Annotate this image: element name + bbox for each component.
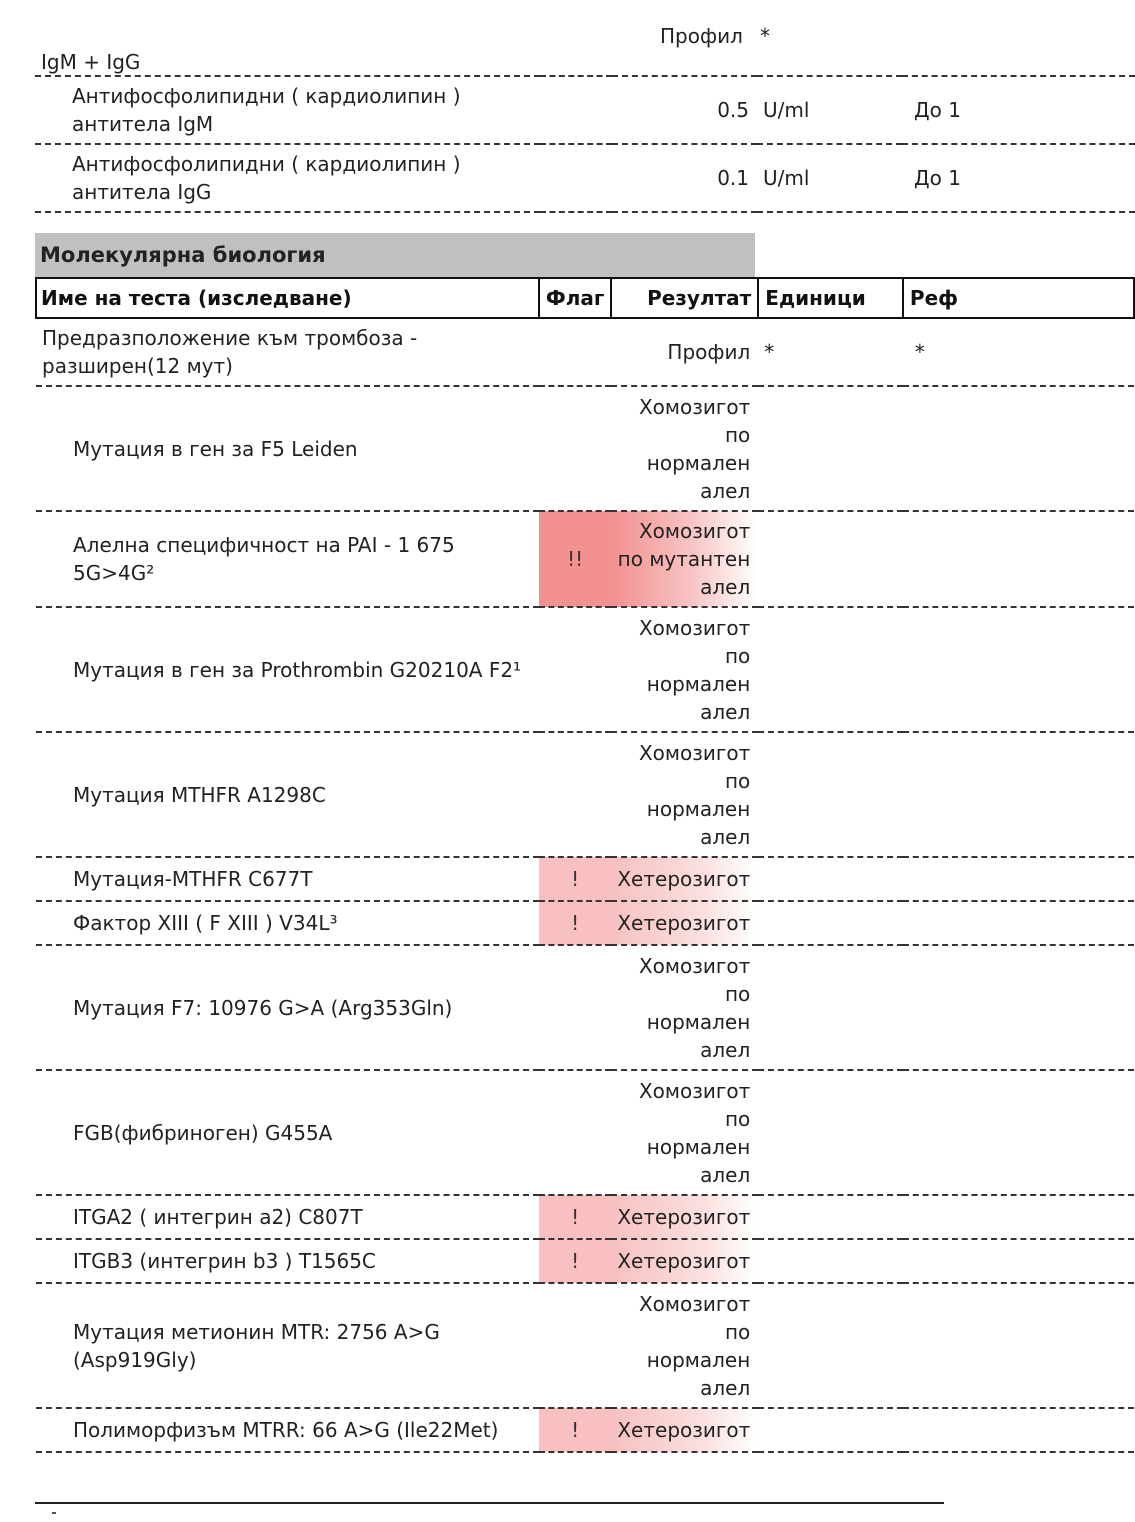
test-name: FGB(фибриноген) G455A [36,1070,539,1195]
first-row-units-cut: * [760,24,770,48]
table-row [36,511,1134,607]
ref-value: * [903,318,1134,386]
units-value: U/ml [757,76,902,144]
test-name: ITGB3 (интегрин b3 ) T1565C [36,1239,539,1283]
first-row-result-cut: Профил [660,24,743,48]
result-value: Хетерозигот [611,857,758,901]
flag-cell: ! [539,1239,611,1283]
flag-cell: ! [539,901,611,945]
test-name: Мутация в ген за F5 Leiden [36,386,539,511]
flag-cell [540,144,612,212]
test-name: Мутация в ген за Prothrombin G20210A F2¹ [36,607,539,732]
footer-mark [52,1512,56,1514]
result-value: Профил [611,318,758,386]
table-row [36,607,1134,732]
profile-row [36,318,1134,386]
table-row [36,1283,1134,1408]
table-header [36,278,1134,318]
result-value: Хетерозигот [611,901,758,945]
table-row [36,1195,1134,1239]
result-value: Хомозигот по нормален алел [611,732,758,857]
result-value: Хомозигот по нормален алел [611,945,758,1070]
result-value: Хомозигот по мутантен алел [611,511,758,607]
result-value: Хомозигот по нормален алел [611,607,758,732]
table-row [35,46,1135,76]
result-value: Хомозигот по нормален алел [611,386,758,511]
result-value: Хомозигот по нормален алел [611,1070,758,1195]
flag-cell [540,76,612,144]
header-flag: Флаг [539,278,611,318]
result-value: 0.5 [612,76,757,144]
flag-cell [539,607,611,732]
test-name: IgM + IgG [35,46,540,76]
immunology-table [35,46,1135,213]
molecular-table [35,277,1135,1453]
test-name: Антифосфолипидни ( кардиолипин ) антитела IgM [35,76,540,144]
ref-value: До 1 [902,144,1135,212]
section-title: Молекулярна биология [35,233,755,277]
test-name: Мутация-MTHFR C677T [36,857,539,901]
flag-cell: !! [539,511,611,607]
test-name: Алелна специфичност на PAI - 1 675 5G>4G² [36,511,539,607]
flag-cell [539,732,611,857]
report-content [35,0,1135,1453]
result-value: Хетерозигот [611,1239,758,1283]
test-name: Полиморфизъм MTRR: 66 A>G (Ile22Met) [36,1408,539,1452]
test-name: Предразположение към тромбоза - разширен(12 мут) [36,318,539,386]
flag-cell [539,945,611,1070]
table-row [36,857,1134,901]
header-ref: Реф [903,278,1134,318]
result-value: Хетерозигот [611,1408,758,1452]
table-row [36,1070,1134,1195]
flag-cell [539,1283,611,1408]
table-row [35,144,1135,212]
test-name: Мутация MTHFR A1298C [36,732,539,857]
table-row [36,1408,1134,1452]
result-value: Хомозигот по нормален алел [611,1283,758,1408]
header-result: Резултат [611,278,758,318]
flag-cell: ! [539,857,611,901]
test-name: Фактор XIII ( F XIII ) V34L³ [36,901,539,945]
table-row [35,76,1135,144]
test-name: ITGA2 ( интегрин а2) C807T [36,1195,539,1239]
result-value: 0.1 [612,144,757,212]
header-units: Единици [758,278,903,318]
ref-value: До 1 [902,76,1135,144]
table-row [36,901,1134,945]
table-row [36,1239,1134,1283]
flag-cell: ! [539,1408,611,1452]
table-row [36,386,1134,511]
units-value: * [758,318,903,386]
footer-divider [35,1502,944,1504]
flag-cell: ! [539,1195,611,1239]
table-row [36,945,1134,1070]
flag-cell [539,1070,611,1195]
result-value: Хетерозигот [611,1195,758,1239]
table-row [36,732,1134,857]
test-name: Антифосфолипидни ( кардиолипин ) антитела IgG [35,144,540,212]
header-name: Име на теста (изследване) [36,278,539,318]
test-name: Мутация метионин MTR: 2756 A>G (Asp919Gly) [36,1283,539,1408]
test-name: Мутация F7: 10976 G>A (Arg353Gln) [36,945,539,1070]
flag-cell [539,386,611,511]
units-value: U/ml [757,144,902,212]
